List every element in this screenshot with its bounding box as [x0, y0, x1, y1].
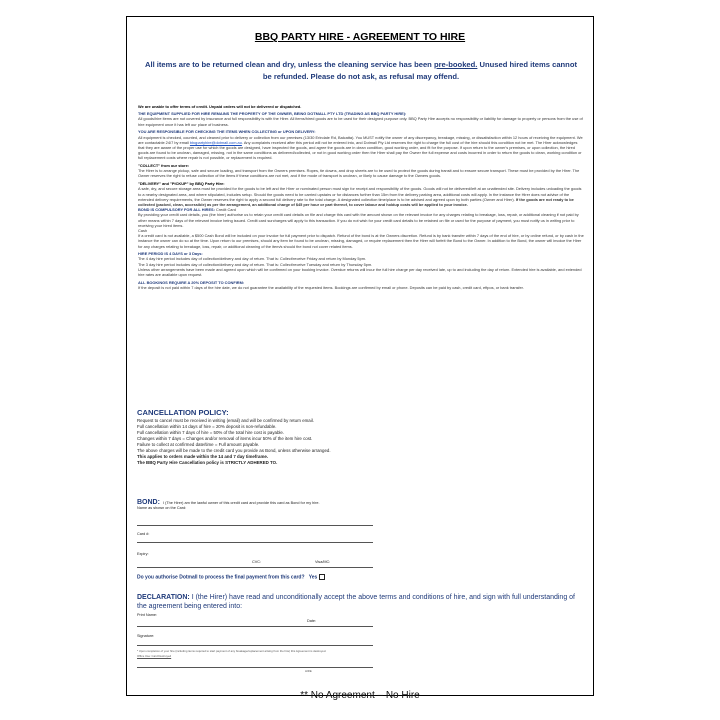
cancel-line: The above charges will be made to the credit card you provide as Bond, unless otherwise arranged. [137, 448, 331, 453]
period-3day: The 3 day hire period includes day of collection/delivery and day of return. That is: Collect/receive Tuesday and return by Thursday 5pm. [138, 261, 373, 267]
checking-text-2: . Any complaints received after this period will not be entered into, and Dotmall Pty Ltd reserves the right to charge the full cost of the hire should this condition not be met. The Hirer acknowledges that they are aware of the proper use for which the goods are designed, have inspected the goods, and agree the goods are in clean condition, good working order, and fit for the purpose. If upon return to the owner's premises, or upon collection, the hired goods are found to be unclean, damaged, missing, not in the same conditions as delivered/collected, or not in good working order then the Hirer shall pay the Owner the full expense and costs incurred in order to return the goods to clean, working condition or full replacement costs where repair is not possible, or replacement is required. [138, 139, 582, 161]
cancellation-policy [137, 408, 437, 466]
declaration-text: I (the Hirer) have read and unconditionally accept the above terms and conditions of hire, and sign with full understanding of the agreement being entered into: [137, 594, 575, 610]
credit-notice: We are unable to offer terms of credit. Unpaid orders will not be delivered or dispatched. [138, 103, 302, 109]
authorise-payment [137, 574, 325, 580]
bond-heading-sub: Credit Card [214, 207, 236, 213]
bond-form-heading: BOND: [137, 499, 160, 506]
print-name-label: Print Name: [137, 613, 158, 617]
office-hire-line [137, 667, 373, 668]
authorise-checkbox[interactable] [319, 574, 325, 580]
notice-part2: Unused hired items cannot be refunded. Please do not ask, as refusal may offend. [262, 60, 577, 81]
checking-text-1: All equipment is checked, counted, and cleaned prior to delivery or collection from our premises (13/30 Erindale Rd, Balcatta). You MUST notify the owner of any discrepancy, breakage, missing, or dissatisfaction within 12 hours of receiving the equipment. We are contactable 24/7 by email [138, 134, 583, 145]
terms-section [138, 101, 584, 290]
delivery-heading: "DELIVERY" and "PICKUP" by BBQ Party Hire: [138, 181, 225, 187]
page-title: BBQ PARTY HIRE - AGREEMENT TO HIRE [254, 31, 466, 43]
cancel-line: Failure to collect at confirmed date/time = Full amount payable. [137, 442, 260, 447]
bond-text: By providing your credit card details, you (the hirer) authorise us to retain your credit card details on file and charge this card with the amount shown on the relevant invoice for any charges relating to breakage, loss, repair, or additional cleaning if not paid by other means within 7 days of the relevant invoice being issued. Credit card surcharges will apply to this transaction. If you do not wish for your credit card details to be retained on file or used for the purpose of payment, you must notify us in writing prior to receiving your hired items. [138, 212, 579, 228]
checking-text [138, 135, 584, 161]
cleaning-notice [141, 59, 581, 83]
bond-heading: BOND IS COMPULSORY FOR ALL HIRES: [138, 207, 215, 213]
card-name-field[interactable] [137, 525, 373, 526]
cancel-bold-line: The BBQ Party Hire Cancellation policy is STRICTLY ADHERED TO. [137, 460, 278, 465]
notice-prebooked: pre-booked. [433, 60, 478, 69]
bond-form-heading-line [137, 499, 583, 506]
cancellation-lines [137, 418, 437, 466]
cancel-line: Full cancellation within 7 days of hire = 50% of the total hire cost is payable. [137, 430, 285, 435]
cancel-line: Full cancellation within 14 days of hire = 20% deposit is non-refundable. [137, 424, 277, 429]
office-note: * Upon completion of your hire (including items required to start payment of any breakage/replacement arising from the hire) this Agreement is destroyed. [137, 649, 327, 653]
authorise-question: Do you authorise Dotmall to process the final payment from this card? [137, 574, 305, 581]
declaration [137, 593, 583, 611]
cash-label: Cash [138, 227, 148, 233]
delivery-charge-text: If the goods are not ready to be collected (packed, clean, accessible) as per the arrangement, an additional charge of $45 per hour or part thereof, to cover labour and holdup costs will be applied to your invoice. [138, 196, 574, 207]
cancel-line: Changes within 7 days = Changes and/or removal of items incur 50% of the item hire cost. [137, 436, 313, 441]
expiry-field[interactable] [137, 567, 373, 568]
office-hire-label: HIRE [305, 669, 312, 673]
no-agreement-footer: ** No Agreement – No Hire [300, 690, 420, 701]
notice-part1: All items are to be returned clean and dry, unless the cleaning service has been [144, 60, 434, 69]
deposit-text: If the deposit is not paid within 7 days of the hire date, we do not guarantee the availability of the requested items. Bookings are confirmed by email or phone. Deposits can be paid by cash, credit card, eftpos, or bank transfer. [138, 285, 524, 290]
date-label: Date: [307, 619, 317, 623]
cvc-label: CVC: [252, 560, 262, 564]
signature-field[interactable] [137, 645, 373, 646]
card-name-label: Name as shown on the Card: [137, 506, 187, 510]
print-name-field[interactable] [137, 626, 373, 627]
cancellation-heading: CANCELLATION POLICY: [137, 408, 229, 417]
authorise-yes: Yes [308, 574, 318, 581]
contact-email-link[interactable]: bbqpartyhire@dotmall.com.au [189, 139, 242, 145]
card-number-label: Card #: [137, 532, 150, 536]
delivery-text [138, 186, 584, 207]
deposit-heading: ALL BOOKINGS REQUIRE A 20% DEPOSIT TO CONFIRM: [138, 279, 245, 285]
collect-text: The Hirer is to arrange pickup, safe and secure loading, and transport from the Owners premises. Ropes, tie downs, and drop sheets are to be used to protect the goods during transit and to ensure secure transport. These must be provided by the Hirer. The Owner reserves the right to refuse collection of the items if these conditions are not met, and if the mode of transport is unclean, or likely to cause damage to the Owners goods. [138, 168, 580, 179]
bond-form [137, 499, 583, 510]
bond-form-sub: I (The Hirer) am the lawful owner of this credit card and provide this card as Bond for my hire. [162, 501, 320, 505]
period-4day: The 4 day hire period includes day of collection/delivery and day of return. That is: Collect/receive Friday and return by Monday 5pm. [138, 256, 367, 262]
checking-heading: YOU ARE RESPONSIBLE FOR CHECKING THE ITEMS WHEN COLLECTING or UPON DELIVERY: [138, 129, 316, 135]
office-use-label: Office Use: Card Destroyed [137, 654, 172, 658]
expiry-label: Expiry: [137, 552, 149, 556]
cash-bond-text: If a credit card is not available, a $500 Cash Bond will be included on your invoice for full payment prior to dispatch. Refund of the bond is at the Owners discretion. Refund is by bank transfer within 7 days of the end of hire, or by online refund, or by cash in the instance the owner can do so at the time. Upon return to our premises, should any item be found to be unclean, missing, damaged, or require replacement then the Hirer will forfeit the Bond to the Owner. In addition to the Bond, the owner will invoice the Hirer for any charges relating to breakage, loss, repair, or additional cleaning of the item/s should the bond not cover related items. [138, 233, 584, 249]
property-text: All goods/hire items are not covered by insurance and full responsibility is with the Hirer. All items/hired goods are to be used for their designed purpose only. BBQ Party Hire accepts no responsibility or liability for damage to property or persons from the use of hire equipment once it has left our place of business. [138, 116, 583, 127]
period-heading: HIRE PERIOD IS 4 DAYS or 3 Days: [138, 251, 203, 257]
delivery-text-1: A safe, dry, and secure storage area must be provided for the goods to be left and the Hirer or nominated person must sign for receipt and responsibility of the goods. Goods will not be delivered/left at an unattended site. Delivery includes unloading the goods to a nearby designated area, and where stipulated, includes setup. Should the goods need to be carried upstairs or for distances further than 15m from the delivery parking area, additional costs will apply. In the instance the Hirer does not advise of the extended delivery requirements, the Owner reserves the right to apply a second full delivery rate to the total charge. A designated collection time/place is to be advised and agreed upon by both parties (Owner and Hirer). [138, 186, 582, 202]
declaration-heading: DECLARATION: [137, 594, 190, 601]
signature-label: Signature: [137, 634, 155, 638]
period-overdue: Unless other arrangements have been made and agreed upon which will be confirmed on your booking invoice. Overdue returns will incur the full hire charge per day received late, up to and including the day of return. Extended hire is available, and extended hire rates are available upon request. [138, 266, 582, 278]
collect-heading: "COLLECT" from our store: [138, 163, 190, 169]
cancel-line: Request to cancel must be received in writing (email) and will be confirmed by return email. [137, 418, 314, 423]
card-number-field[interactable] [137, 542, 373, 543]
property-heading: THE EQUIPMENT SUPPLIED FOR HIRE REMAINS THE PROPERTY OF THE OWNER, BEING DOTMALL PTY LTD (TRADING AS BBQ PARTY HIRE): [138, 111, 407, 117]
cancel-bold-line: This applies to orders made within the 14 and 7 day timeframe. [137, 454, 269, 459]
agreement-page [126, 16, 594, 701]
visa-mc-label: Visa/MC: [315, 560, 331, 564]
